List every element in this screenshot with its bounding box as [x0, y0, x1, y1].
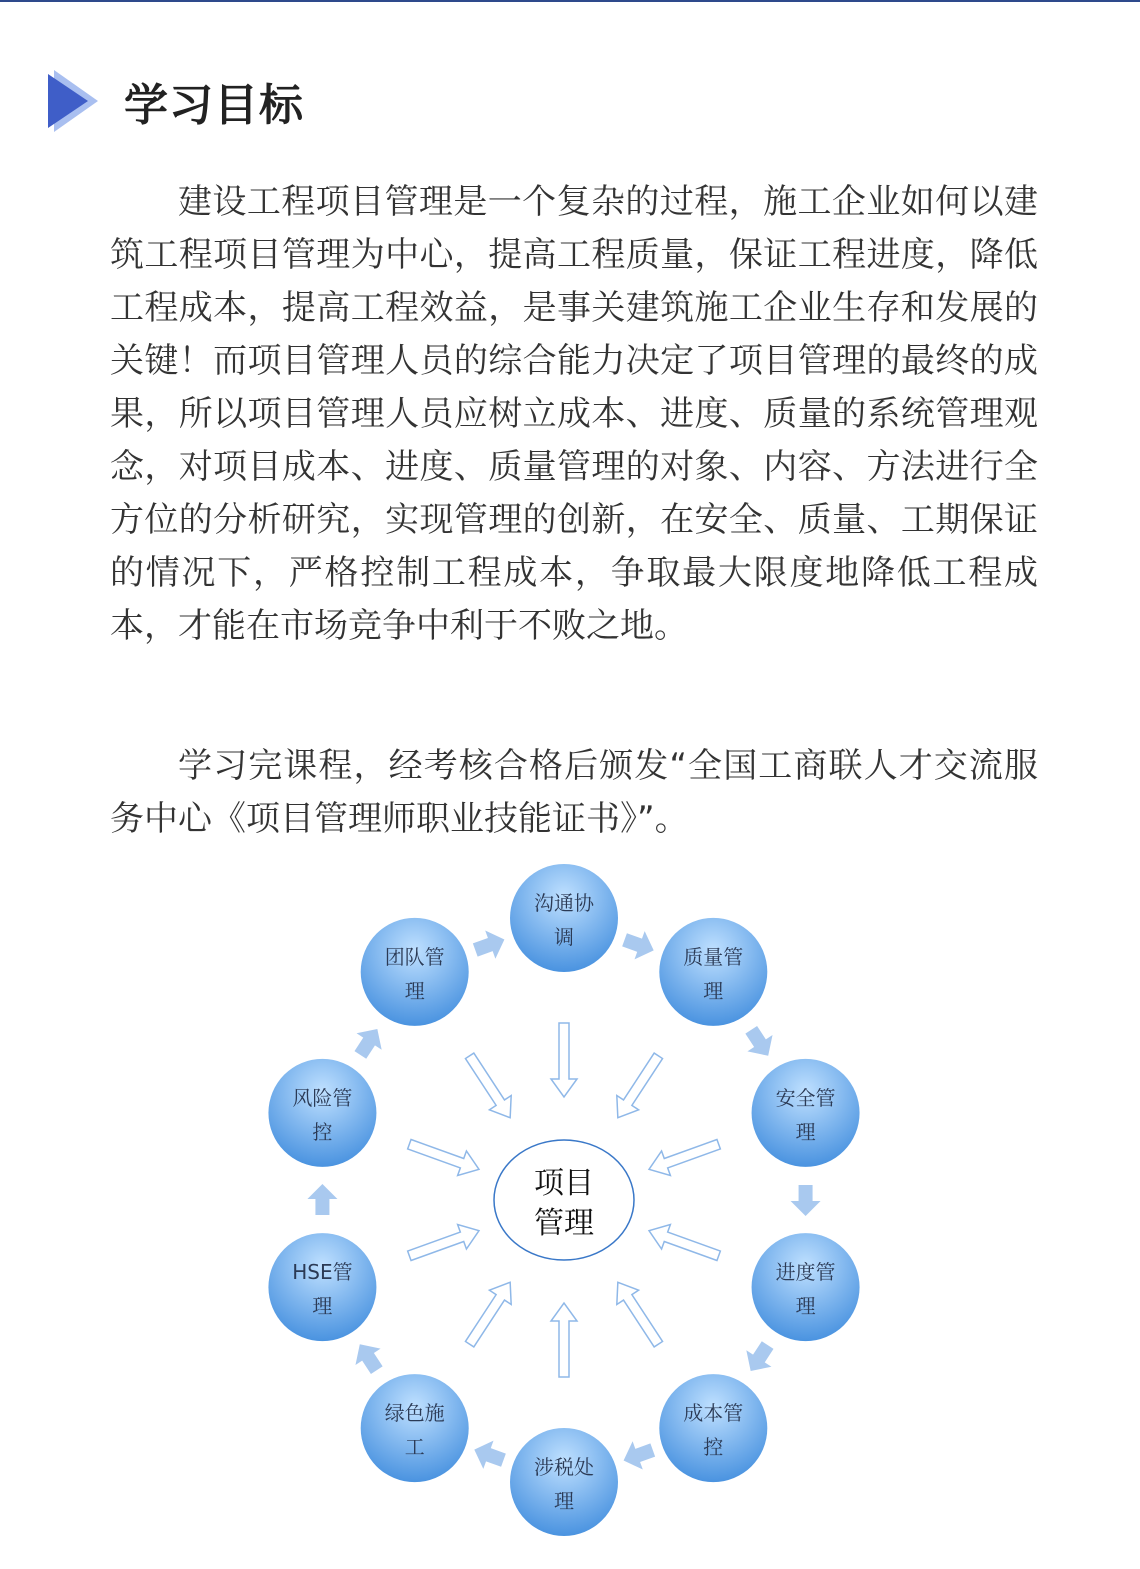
- diagram-node: [752, 1059, 860, 1167]
- inward-arrow: [645, 1132, 723, 1182]
- diagram-node: [361, 1374, 469, 1482]
- node-circle: [361, 1374, 469, 1482]
- node-circle: [752, 1059, 860, 1167]
- diagram-node: [659, 1374, 767, 1482]
- node-circle: [752, 1233, 860, 1341]
- top-border-line: [0, 0, 1140, 2]
- diagram-node: [510, 1428, 618, 1536]
- node-label-line1: 涉税处: [534, 1455, 594, 1479]
- inward-arrow: [645, 1218, 723, 1268]
- cycle-arrow: [307, 1184, 337, 1215]
- center-label-line1: 项目: [534, 1166, 594, 1201]
- cycle-arrow: [469, 1436, 508, 1475]
- node-circle: [510, 1428, 618, 1536]
- node-label-line1: 安全管: [775, 1085, 836, 1110]
- diagram-node: [268, 1059, 376, 1167]
- node-label-line2: 理: [795, 1119, 816, 1144]
- node-label-line2: 理: [554, 1489, 574, 1513]
- inward-arrow: [607, 1275, 669, 1351]
- cycle-arrow: [470, 925, 509, 964]
- node-label-line2: 理: [404, 978, 425, 1003]
- cycle-arrow: [619, 926, 658, 965]
- inward-arrow: [459, 1049, 521, 1125]
- certificate-paragraph: 学习完课程，经考核合格后颁发“全国工商联人才交流服务中心《项目管理师职业技能证书》”。: [110, 746, 1038, 839]
- inward-arrow: [405, 1132, 483, 1182]
- node-label-line1: 风险管: [292, 1085, 353, 1110]
- node-label-line2: 控: [312, 1119, 333, 1144]
- play-triangle-icon: [48, 70, 98, 132]
- inward-arrow: [405, 1218, 483, 1268]
- node-label-line2: 控: [703, 1435, 724, 1460]
- node-circle: [659, 1374, 767, 1482]
- node-label-line1: 沟通协: [534, 891, 594, 915]
- node-circle: [659, 918, 767, 1026]
- node-label-line2: 理: [703, 978, 724, 1003]
- diagram-node: [361, 918, 469, 1026]
- node-label-line2: 理: [795, 1294, 816, 1319]
- cycle-arrow: [739, 1022, 781, 1064]
- diagram-node: [268, 1233, 376, 1341]
- intro-paragraph: 建设工程项目管理是一个复杂的过程，施工企业如何以建筑工程项目管理为中心，提高工程质量，保证工程进度，降低工程成本，提高工程效益，是事关建筑施工企业生存和发展的关键！而项目管理人员的综合能力决定了项目管理的最终的成果，所以项目管理人员应树立成本、进度、质量的系统管理观念，对项目成本、进度、质量管理的对象、内容、方法进行全方位的分析研究，实现管理的创新，在安全、质量、工期保证的情况下，严格控制工程成本，争取最大限度地降低工程成本，才能在市场竞争中利于不败之地。: [110, 182, 1038, 646]
- section-title: 学习目标: [124, 80, 304, 131]
- cycle-arrow: [348, 1021, 390, 1063]
- node-circle: [361, 918, 469, 1026]
- node-label-line2: 调: [554, 925, 574, 949]
- cycle-arrow: [619, 1436, 658, 1475]
- center-node: [494, 1140, 634, 1260]
- node-label-line1: 绿色施: [384, 1401, 445, 1426]
- cycle-arrow: [738, 1337, 780, 1379]
- diagram-node: [510, 864, 618, 972]
- node-label-line1: 团队管: [384, 944, 445, 969]
- center-label-line2: 管理: [534, 1206, 594, 1241]
- node-label-line1: 质量管: [683, 944, 744, 969]
- cycle-arrow: [347, 1336, 389, 1378]
- node-label-line2: 理: [312, 1294, 333, 1319]
- project-management-diagram: [0, 860, 1140, 1560]
- node-circle: [268, 1233, 376, 1341]
- section-heading: [48, 66, 304, 136]
- diagram-node: [752, 1233, 860, 1341]
- node-label-line2: 工: [404, 1435, 425, 1460]
- node-label-line1: 进度管: [775, 1260, 836, 1285]
- inward-arrow: [551, 1303, 577, 1377]
- inward-arrow: [459, 1275, 521, 1351]
- node-label-line1: 成本管: [683, 1401, 744, 1426]
- node-label-line1: HSE管: [292, 1260, 353, 1285]
- cycle-arrow: [791, 1185, 821, 1216]
- diagram-node: [659, 918, 767, 1026]
- inward-arrow: [551, 1023, 577, 1097]
- inward-arrow: [607, 1049, 669, 1125]
- node-circle: [510, 864, 618, 972]
- node-circle: [268, 1059, 376, 1167]
